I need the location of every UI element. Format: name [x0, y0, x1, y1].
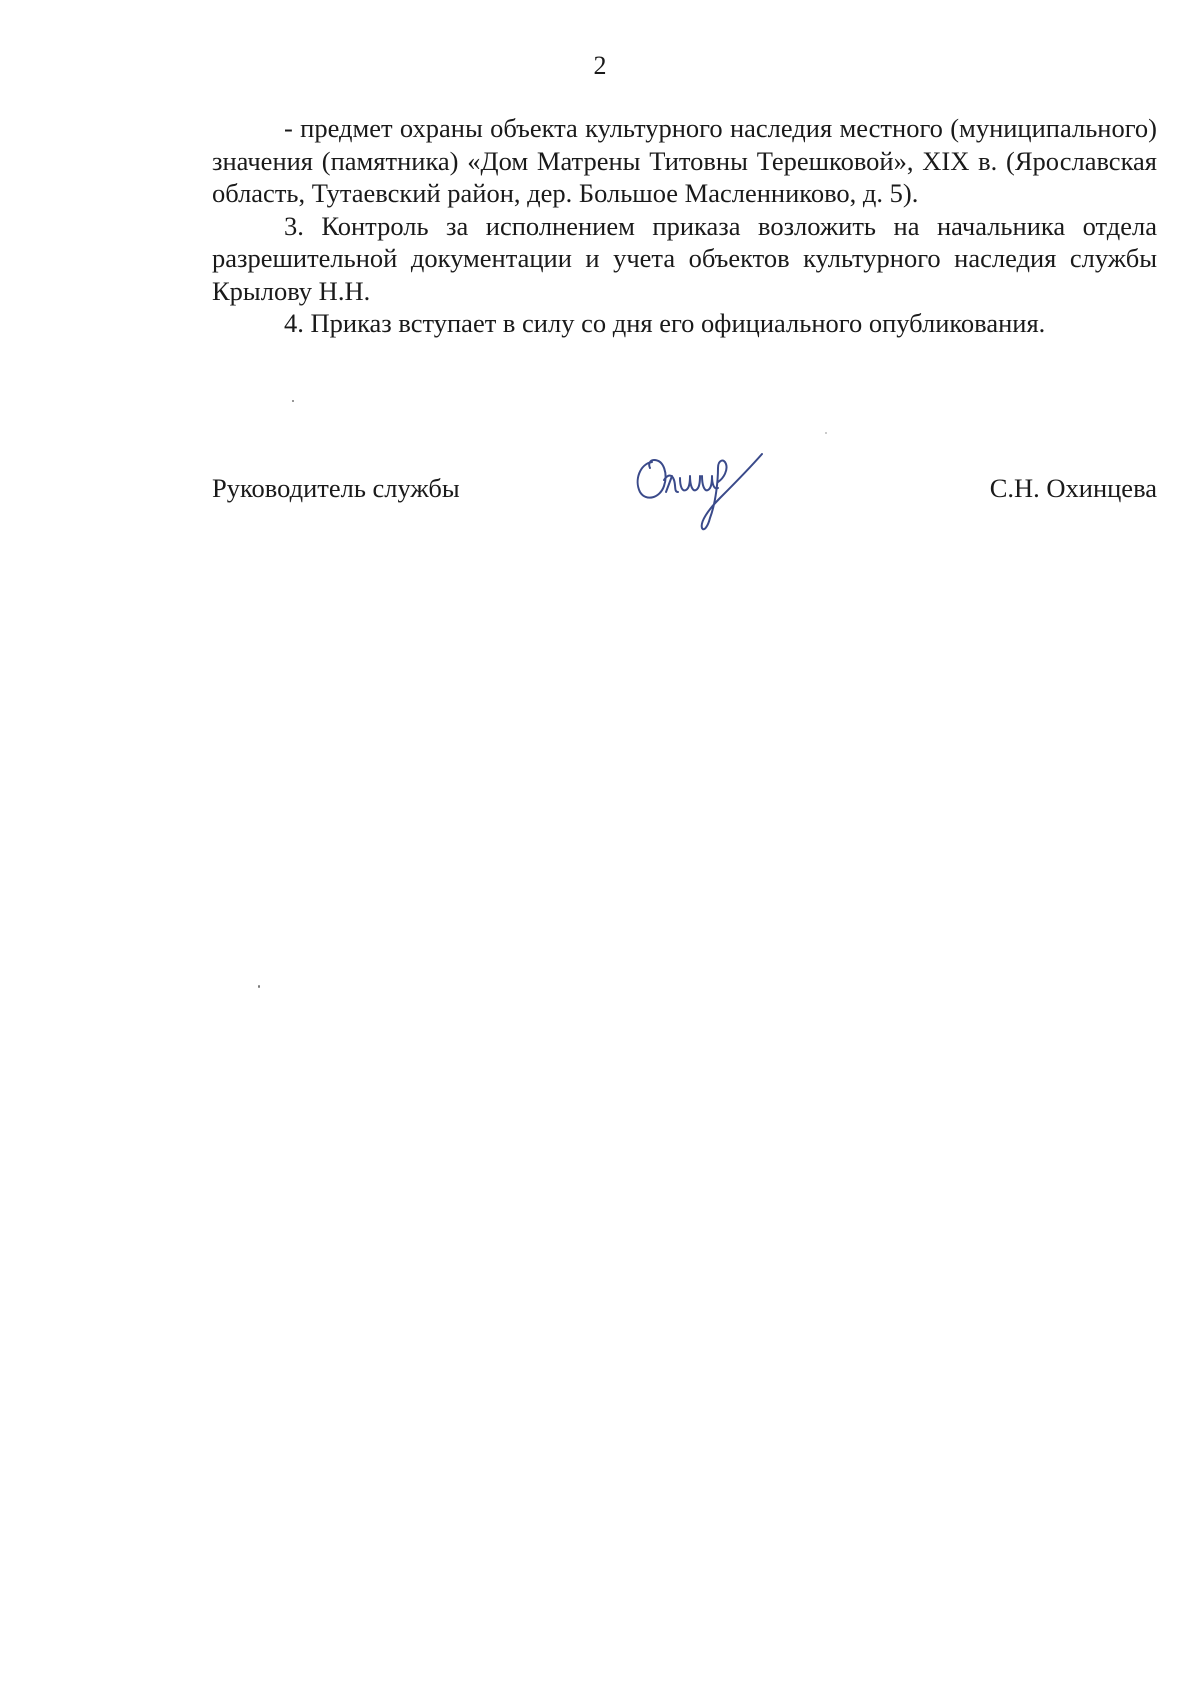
scan-speck — [292, 400, 294, 402]
handwritten-signature — [630, 440, 790, 540]
signer-name: С.Н. Охинцева — [989, 473, 1157, 503]
scan-speck — [258, 985, 260, 988]
paragraph-effective-clause: 4. Приказ вступает в силу со дня его официального опубликования. — [284, 308, 1046, 338]
paragraph-protection-subject: - предмет охраны объекта культурного наследия местного (муниципального) значения (памятника) «Дом Матрены Титовны Терешковой», XIX в. (Ярославская область, Тутаевский район, дер. Большое Масленниково, д. 5). — [212, 113, 1157, 208]
paragraph-control-clause: 3. Контроль за исполнением приказа возложить на начальника отдела разрешительной документации и учета объектов культурного наследия службы Крылову Н.Н. — [212, 210, 1157, 306]
document-body — [212, 112, 1157, 340]
scan-speck — [825, 432, 827, 434]
signer-title: Руководитель службы — [212, 473, 460, 503]
page-number: 2 — [593, 51, 607, 80]
